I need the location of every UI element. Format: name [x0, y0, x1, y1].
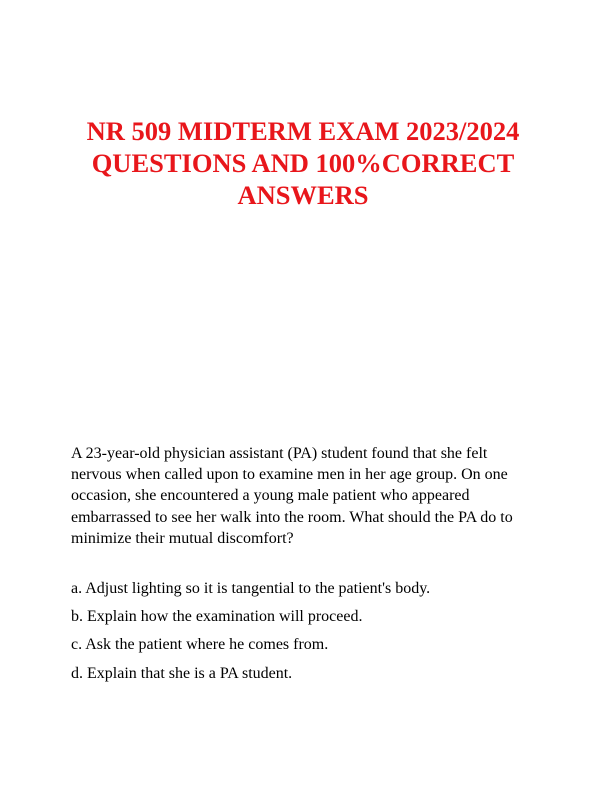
- answer-options: [71, 579, 430, 692]
- title-line-3: ANSWERS: [237, 180, 369, 210]
- question-text: A 23-year-old physician assistant (PA) student found that she felt nervous when called upon to examine men in her age group. On one occasion, she encountered a young male patient who appeared embarrassed to see her walk into the room. What should the PA do to minimize their mutual discomfort?: [71, 445, 513, 547]
- answer-option-b: b. Explain how the examination will proceed.: [71, 608, 363, 626]
- title-line-2: QUESTIONS AND 100%CORRECT: [91, 148, 515, 178]
- answer-option-d: d. Explain that she is a PA student.: [71, 664, 293, 682]
- answer-option-c: c. Ask the patient where he comes from.: [71, 636, 329, 654]
- document-title: [40, 115, 566, 211]
- title-line-1: NR 509 MIDTERM EXAM 2023/2024: [86, 116, 520, 146]
- answer-option-a: a. Adjust lighting so it is tangential to the patient's body.: [71, 580, 431, 597]
